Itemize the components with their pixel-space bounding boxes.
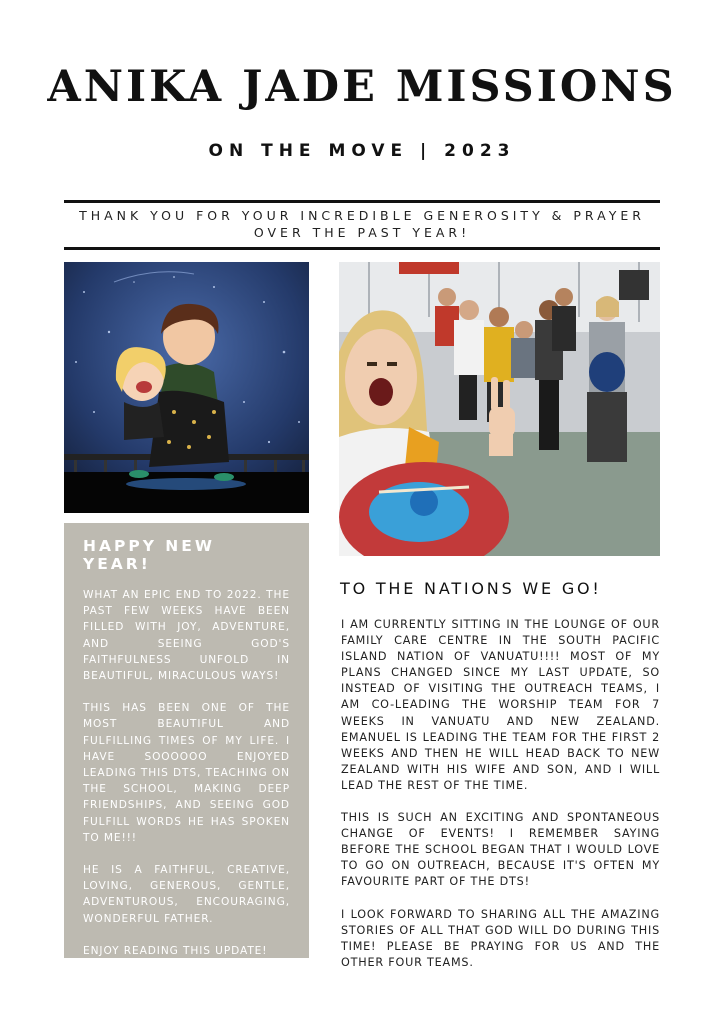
happy-new-year-panel: [64, 523, 309, 958]
panel-paragraph: ENJOY READING THIS UPDATE!: [83, 944, 268, 957]
panel-heading: HAPPY NEW YEAR!: [83, 537, 215, 573]
section-heading: TO THE NATIONS WE GO!: [340, 579, 602, 598]
cartoon-illustration-svg: [64, 262, 309, 513]
page-subtitle: ON THE MOVE | 2023: [208, 141, 516, 161]
body-text-column: [341, 617, 660, 987]
panel-paragraph: HE IS A FAITHFUL, CREATIVE, LOVING, GENEROUS, GENTLE, ADVENTUROUS, ENCOURAGING, WONDERFUL FATHER.: [83, 864, 290, 925]
divider-bottom: [64, 247, 660, 250]
body-paragraph: I AM CURRENTLY SITTING IN THE LOUNGE OF OUR FAMILY CARE CENTRE IN THE SOUTH PACIFIC ISLAND NATION OF VANUATU!!!! MOST OF MY PLANS CHANGED SINCE MY LAST UPDATE, SO INSTEAD OF VISITING THE OUTREACH TEAMS, I AM CO-LEADING THE WORSHIP TEAM FOR 7 WEEKS IN VANUATU AND NEW ZEALAND. EMANUEL IS LEADING THE TEAM FOR THE FIRST 2 WEEKS AND THEN HE WILL HEAD BACK TO NEW ZEALAND WITH HIS WIFE AND SON, AND I WILL LEAD THE REST OF THE TIME.: [341, 618, 660, 792]
cartoon-illustration: [64, 262, 309, 513]
group-photo-svg: [339, 262, 660, 556]
thank-you-banner: THANK YOU FOR YOUR INCREDIBLE GENEROSITY & PRAYER OVER THE PAST YEAR!: [79, 208, 645, 240]
panel-paragraph: WHAT AN EPIC END TO 2022. THE PAST FEW WEEKS HAVE BEEN FILLED WITH JOY, ADVENTURE, AND SEEING GOD'S FAITHFULNESS UNFOLD IN BEAUTIFUL, MIRACULOUS WAYS!: [83, 589, 290, 683]
body-paragraph: I LOOK FORWARD TO SHARING ALL THE AMAZING STORIES OF ALL THAT GOD WILL DO DURING THIS TIME! PLEASE BE PRAYING FOR US AND THE OTHER FOUR TEAMS.: [341, 907, 660, 969]
page-title: ANIKA JADE MISSIONS: [47, 62, 677, 112]
divider-top: [64, 200, 660, 203]
body-paragraph: THIS IS SUCH AN EXCITING AND SPONTANEOUS CHANGE OF EVENTS! I REMEMBER SAYING BEFORE THE SCHOOL BEGAN THAT I WOULD LOVE TO GO ON OUTREACH, BECAUSE IT'S OFTEN MY FAVOURITE PART OF THE DTS!: [341, 811, 660, 889]
panel-paragraph: THIS HAS BEEN ONE OF THE MOST BEAUTIFUL AND FULFILLING TIMES OF MY LIFE. I HAVE SOOOOOO ENJOYED LEADING THIS DTS, TEACHING ON THE SCHOOL, MAKING DEEP FRIENDSHIPS, AND SEEING GOD FULFILL WORDS HE HAS SPOKEN TO ME!!!: [83, 702, 290, 844]
group-photo: [339, 262, 660, 556]
